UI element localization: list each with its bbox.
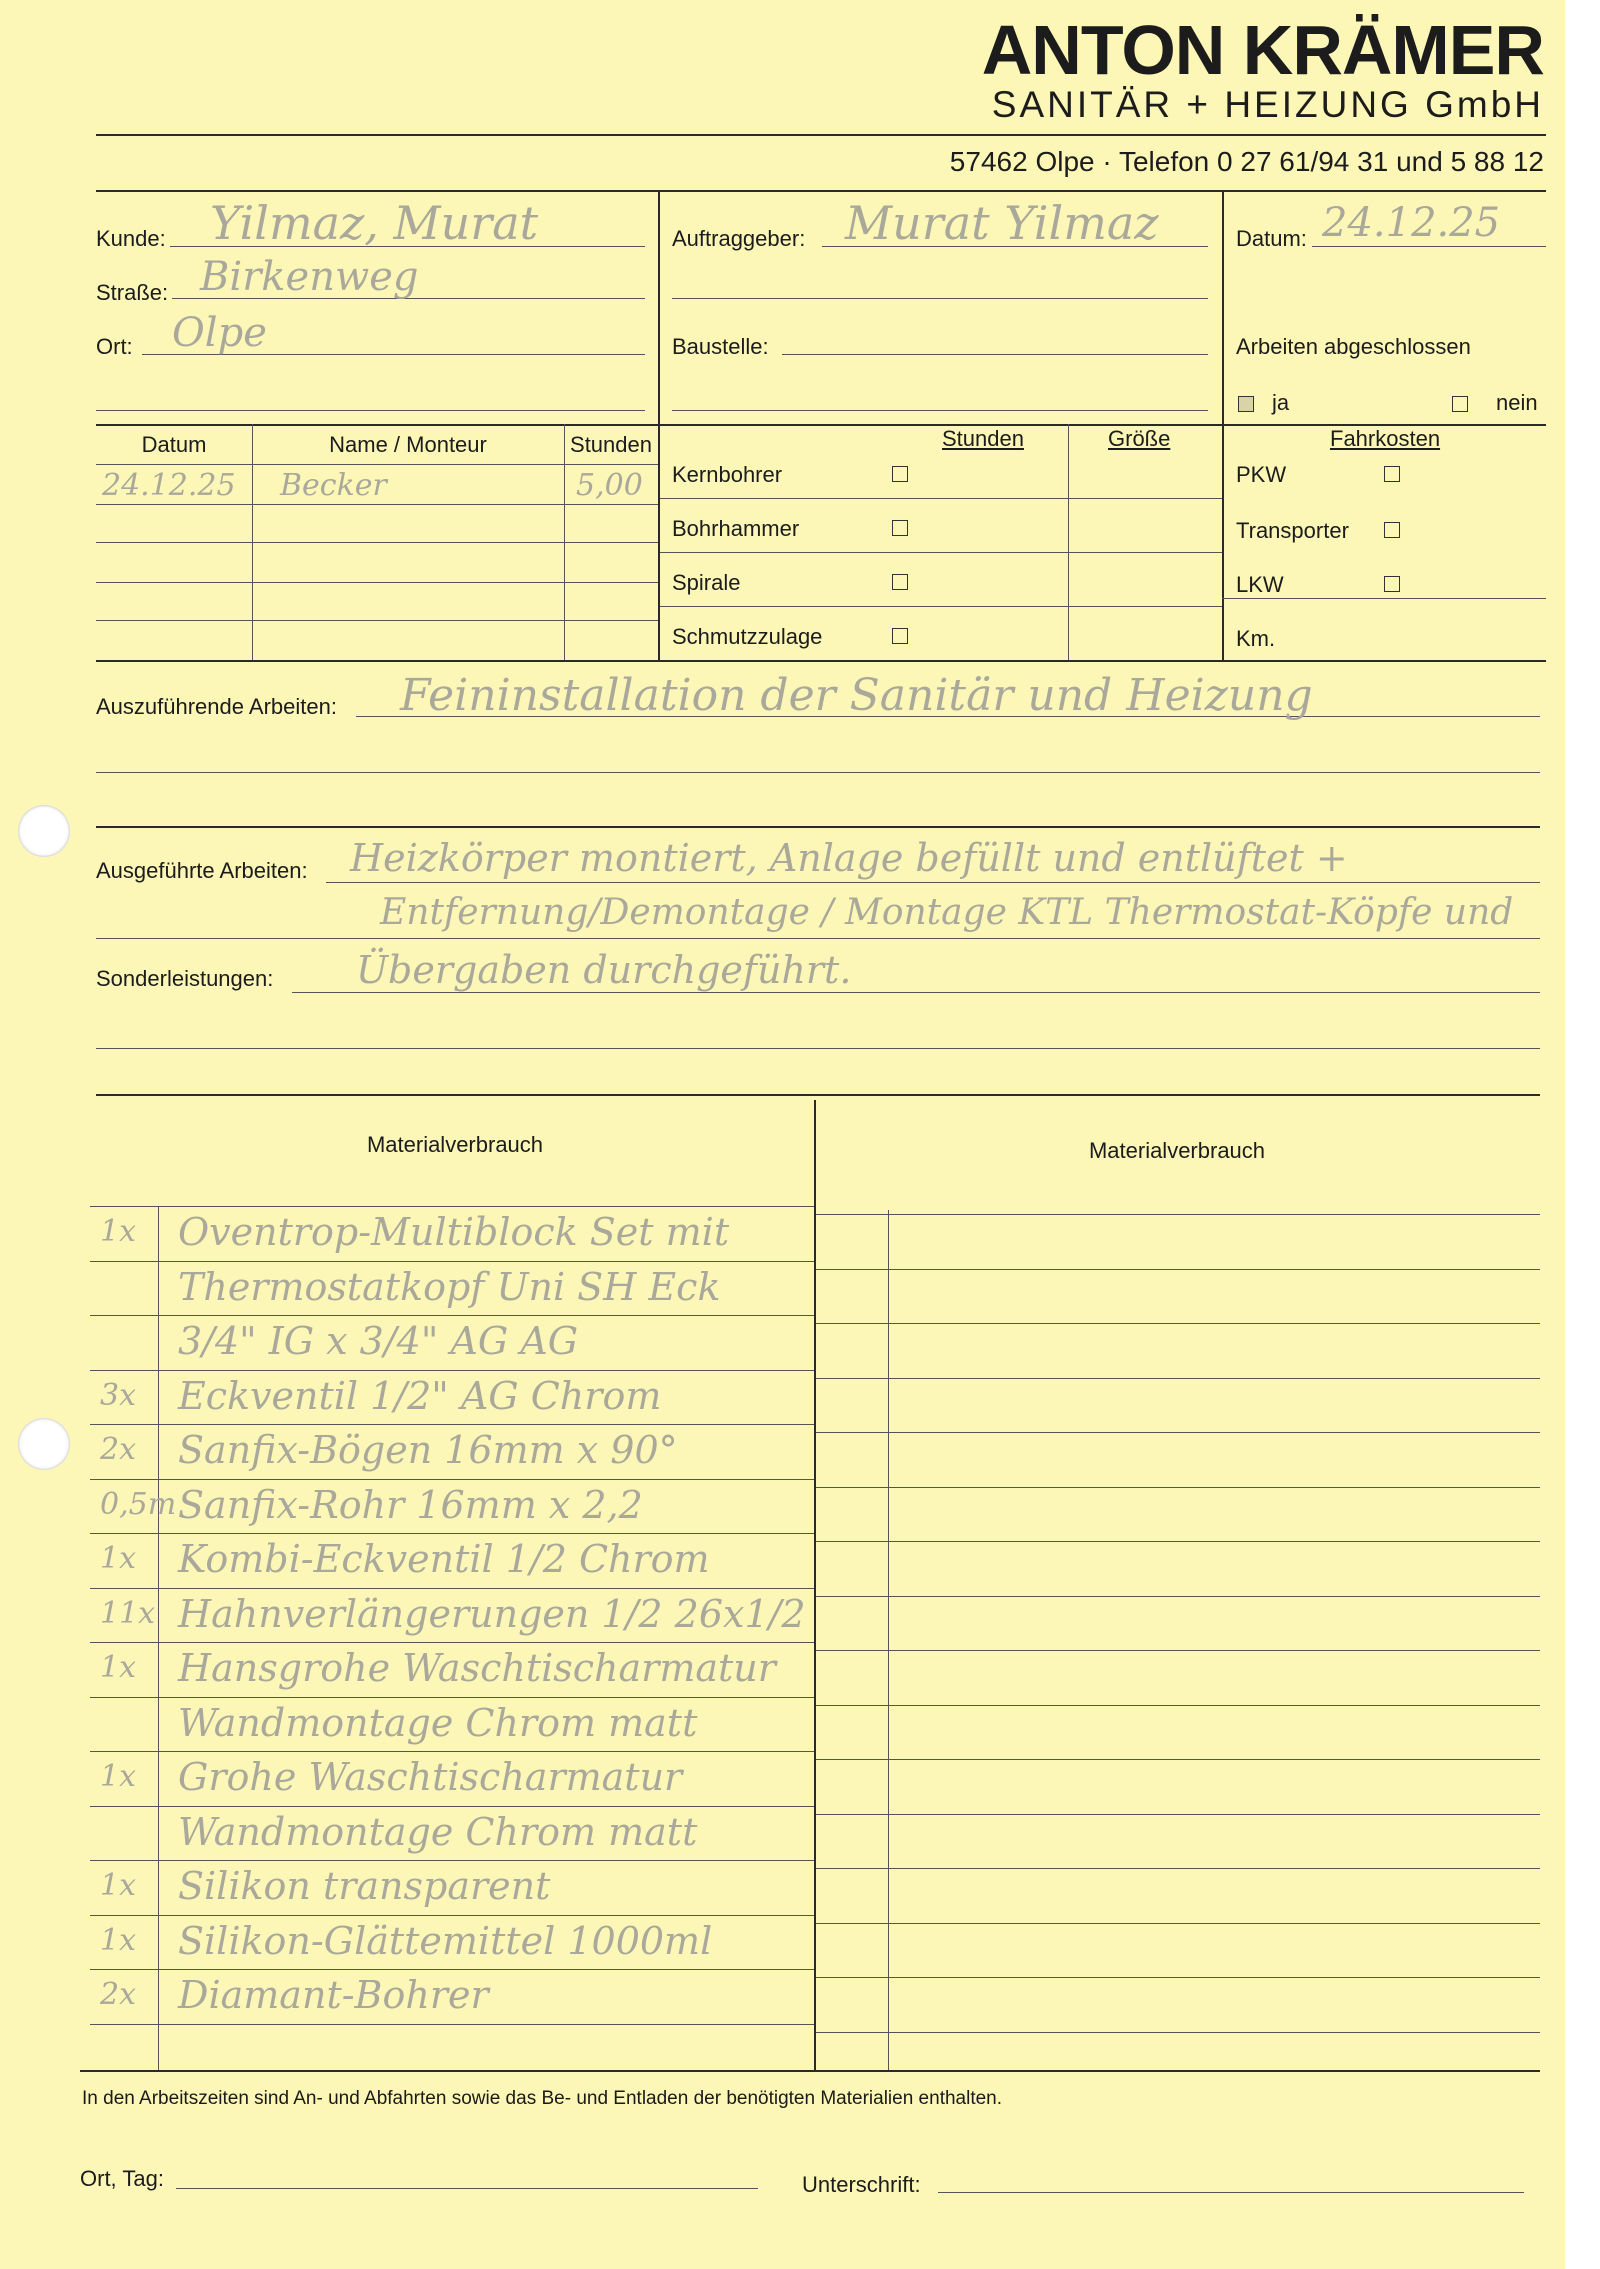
ausgefuehrte-line-2 (96, 938, 1540, 939)
work-header-name: Name / Monteur (329, 432, 487, 457)
material-row-line (90, 1806, 814, 1807)
material-item[interactable]: Hansgrohe Waschtischarmatur (178, 1646, 776, 1690)
kunde-label: Kunde: (96, 226, 166, 251)
ausgefuehrte-label: Ausgeführte Arbeiten: (96, 858, 308, 883)
material-row-line-right (816, 1923, 1540, 1924)
work-section-bottom (96, 660, 1546, 662)
baustelle-line-2 (672, 410, 1208, 411)
material-item[interactable]: Thermostatkopf Uni SH Eck (178, 1265, 721, 1309)
material-row-line-right (816, 1487, 1540, 1488)
punch-hole-top (18, 805, 70, 857)
material-qty[interactable]: 1x (100, 1541, 137, 1576)
auszufuehrende-label: Auszuführende Arbeiten: (96, 694, 337, 719)
strasse-value[interactable]: Birkenweg (200, 254, 419, 300)
baustelle-line (782, 354, 1208, 355)
sonderleistungen-line (292, 992, 1540, 993)
material-row-line (90, 1642, 814, 1643)
ausgefuehrte-line (326, 882, 1540, 883)
material-bottom (80, 2070, 1540, 2072)
equip-spirale: Spirale (672, 570, 741, 595)
work-row-line-2 (96, 504, 658, 505)
material-row-line-right (816, 1323, 1540, 1324)
material-row-line (90, 1860, 814, 1861)
strasse-label: Straße: (96, 280, 169, 305)
datum-line (1312, 246, 1546, 247)
lkw-checkbox[interactable] (1384, 576, 1400, 592)
material-center-divider (814, 1100, 816, 2070)
equip-bohrhammer: Bohrhammer (672, 516, 800, 541)
material-row-line (90, 1424, 814, 1425)
work-row-name[interactable]: Becker (280, 468, 387, 503)
fahrkosten-line (1222, 598, 1546, 599)
equip-header-groesse: Größe (1108, 426, 1171, 451)
work-row-line-1 (96, 464, 658, 465)
equip-line-1 (660, 498, 1222, 499)
material-item[interactable]: Wandmontage Chrom matt (178, 1701, 698, 1745)
nein-checkbox[interactable] (1452, 396, 1468, 412)
equip-schmutzzulage: Schmutzzulage (672, 624, 823, 649)
unterschrift-line (938, 2192, 1524, 2193)
kunde-value[interactable]: Yilmaz, Murat (210, 196, 539, 250)
auszufuehrende-line-2 (96, 772, 1540, 773)
material-item[interactable]: Hahnverlängerungen 1/2 26x1/2 (178, 1592, 806, 1636)
header-bottom-rule (96, 190, 1546, 192)
material-row-line (90, 1261, 814, 1262)
material-qty[interactable]: 1x (100, 1923, 137, 1958)
ort-tag-label: Ort, Tag: (80, 2166, 164, 2191)
material-row-line-right (816, 2032, 1540, 2033)
material-item[interactable]: Sanfix-Rohr 16mm x 2,2 (178, 1483, 643, 1527)
fahrkosten-pkw: PKW (1236, 462, 1287, 487)
arbeiten-divider (96, 826, 1540, 828)
material-qty-divider-left (158, 1206, 159, 2070)
equip-line-2 (660, 552, 1222, 553)
customer-extra-line (96, 410, 645, 411)
auszufuehrende-value[interactable]: Feininstallation der Sanitär und Heizung (400, 670, 1313, 721)
material-item[interactable]: Sanfix-Bögen 16mm x 90° (178, 1428, 678, 1472)
unterschrift-label: Unterschrift: (802, 2172, 921, 2197)
material-row-line-right (816, 1269, 1540, 1270)
ort-tag-line (176, 2188, 758, 2189)
material-item[interactable]: Silikon-Glättemittel 1000ml (178, 1919, 713, 1963)
material-row-line-right (816, 1977, 1540, 1978)
auftraggeber-value[interactable]: Murat Yilmaz (845, 196, 1159, 250)
material-row-line (90, 1751, 814, 1752)
ja-label: ja (1272, 390, 1290, 415)
material-qty[interactable]: 1x (100, 1759, 137, 1794)
ort-label: Ort: (96, 334, 133, 359)
equip-kernbohrer: Kernbohrer (672, 462, 783, 487)
material-row-line (90, 1915, 814, 1916)
material-row-line (90, 1533, 814, 1534)
work-header-datum: Datum (141, 432, 207, 457)
equip-line-3 (660, 606, 1222, 607)
material-row-line-right (816, 1759, 1540, 1760)
material-row-line-right (816, 1378, 1540, 1379)
equip-header-stunden: Stunden (942, 426, 1024, 451)
material-qty-divider-right (888, 1210, 889, 2070)
header-rule (96, 134, 1546, 136)
material-qty[interactable]: 3x (100, 1378, 137, 1413)
auftraggeber-line-2 (672, 298, 1208, 299)
material-qty[interactable]: 0,5m (100, 1487, 177, 1522)
material-row-line-right (816, 1432, 1540, 1433)
material-row-line (90, 1588, 814, 1589)
material-header-left: Materialverbrauch (366, 1132, 544, 1157)
pkw-checkbox[interactable] (1384, 466, 1400, 482)
material-row-line (90, 2024, 814, 2025)
sonderleistungen-bottom (96, 1094, 1540, 1096)
sonderleistungen-line-2 (96, 1048, 1540, 1049)
company-name: ANTON KRÄMER (981, 11, 1544, 89)
work-section-top (96, 424, 1546, 426)
work-row-line-5 (96, 620, 658, 621)
ausgefuehrte-value-1[interactable]: Heizkörper montiert, Anlage befüllt und entlüftet + (350, 836, 1348, 880)
ausgefuehrte-value-3[interactable]: Übergaben durchgeführt. (356, 948, 852, 992)
ort-value[interactable]: Olpe (172, 310, 267, 356)
material-row-line-right (816, 1596, 1540, 1597)
datum-label: Datum: (1236, 226, 1307, 251)
work-row-stunden[interactable]: 5,00 (576, 468, 643, 503)
material-row-line-right (816, 1868, 1540, 1869)
material-item[interactable]: Wandmontage Chrom matt (178, 1810, 698, 1854)
material-qty[interactable]: 1x (100, 1650, 137, 1685)
punch-hole-bottom (18, 1418, 70, 1470)
auftraggeber-label: Auftraggeber: (672, 226, 806, 251)
spirale-checkbox[interactable] (892, 574, 908, 590)
material-qty[interactable]: 2x (100, 1432, 137, 1467)
company-subtitle: SANITÄR + HEIZUNG GmbH (991, 84, 1544, 125)
schmutzzulage-checkbox[interactable] (892, 628, 908, 644)
material-row-line (90, 1969, 814, 1970)
ja-checkbox[interactable] (1238, 396, 1254, 412)
fahrkosten-header: Fahrkosten (1330, 426, 1441, 451)
material-row-line (90, 1370, 814, 1371)
work-header-stunden: Stunden (570, 432, 652, 457)
material-qty[interactable]: 2x (100, 1977, 137, 2012)
material-row-line (90, 1206, 814, 1207)
work-row-line-4 (96, 582, 658, 583)
material-qty[interactable]: 1x (100, 1214, 137, 1249)
work-row-line-3 (96, 542, 658, 543)
material-row-line (90, 1479, 814, 1480)
material-row-line-right (816, 1541, 1540, 1542)
material-row-line-right (816, 1650, 1540, 1651)
fahrkosten-km: Km. (1236, 626, 1276, 651)
fahrkosten-transporter: Transporter (1236, 518, 1349, 543)
ausgefuehrte-value-2[interactable]: Entfernung/Demontage / Montage KTL Thermostat-Köpfe und (380, 892, 1514, 933)
material-header-right: Materialverbrauch (1088, 1138, 1266, 1163)
equip-col-stunden (1068, 424, 1069, 660)
transporter-checkbox[interactable] (1384, 522, 1400, 538)
material-item[interactable]: Oventrop-Multiblock Set mit (178, 1210, 730, 1254)
datum-value[interactable]: 24.12.25 (1322, 200, 1501, 246)
material-item[interactable]: Grohe Waschtischarmatur (178, 1755, 683, 1799)
baustelle-label: Baustelle: (672, 334, 769, 359)
material-qty[interactable]: 1x (100, 1868, 137, 1903)
bohrhammer-checkbox[interactable] (892, 520, 908, 536)
abgeschlossen-label: Arbeiten abgeschlossen (1236, 334, 1471, 359)
material-item[interactable]: Silikon transparent (178, 1864, 551, 1908)
work-row-datum[interactable]: 24.12.25 (102, 468, 236, 503)
nein-label: nein (1496, 390, 1538, 415)
material-row-line-right (816, 1705, 1540, 1706)
material-item[interactable]: Kombi-Eckventil 1/2 Chrom (178, 1537, 710, 1581)
sonderleistungen-label: Sonderleistungen: (96, 966, 274, 991)
footer-note: In den Arbeitszeiten sind An- und Abfahrten sowie das Be- und Entladen der benötigten Materialien enthalten. (82, 2088, 1003, 2109)
material-row-line-right (816, 1814, 1540, 1815)
material-item[interactable]: 3/4" IG x 3/4" AG AG (178, 1319, 579, 1363)
material-item[interactable]: Diamant-Bohrer (178, 1973, 489, 2017)
scan-margin (1565, 0, 1600, 2269)
material-row-line-right (816, 1214, 1540, 1215)
material-row-line (90, 1315, 814, 1316)
material-item[interactable]: Eckventil 1/2" AG Chrom (178, 1374, 662, 1418)
kernbohrer-checkbox[interactable] (892, 466, 908, 482)
company-address: 57462 Olpe · Telefon 0 27 61/94 31 und 5 88 12 (949, 146, 1544, 177)
material-row-line (90, 1697, 814, 1698)
material-qty[interactable]: 11x (100, 1596, 156, 1631)
fahrkosten-lkw: LKW (1236, 572, 1284, 597)
